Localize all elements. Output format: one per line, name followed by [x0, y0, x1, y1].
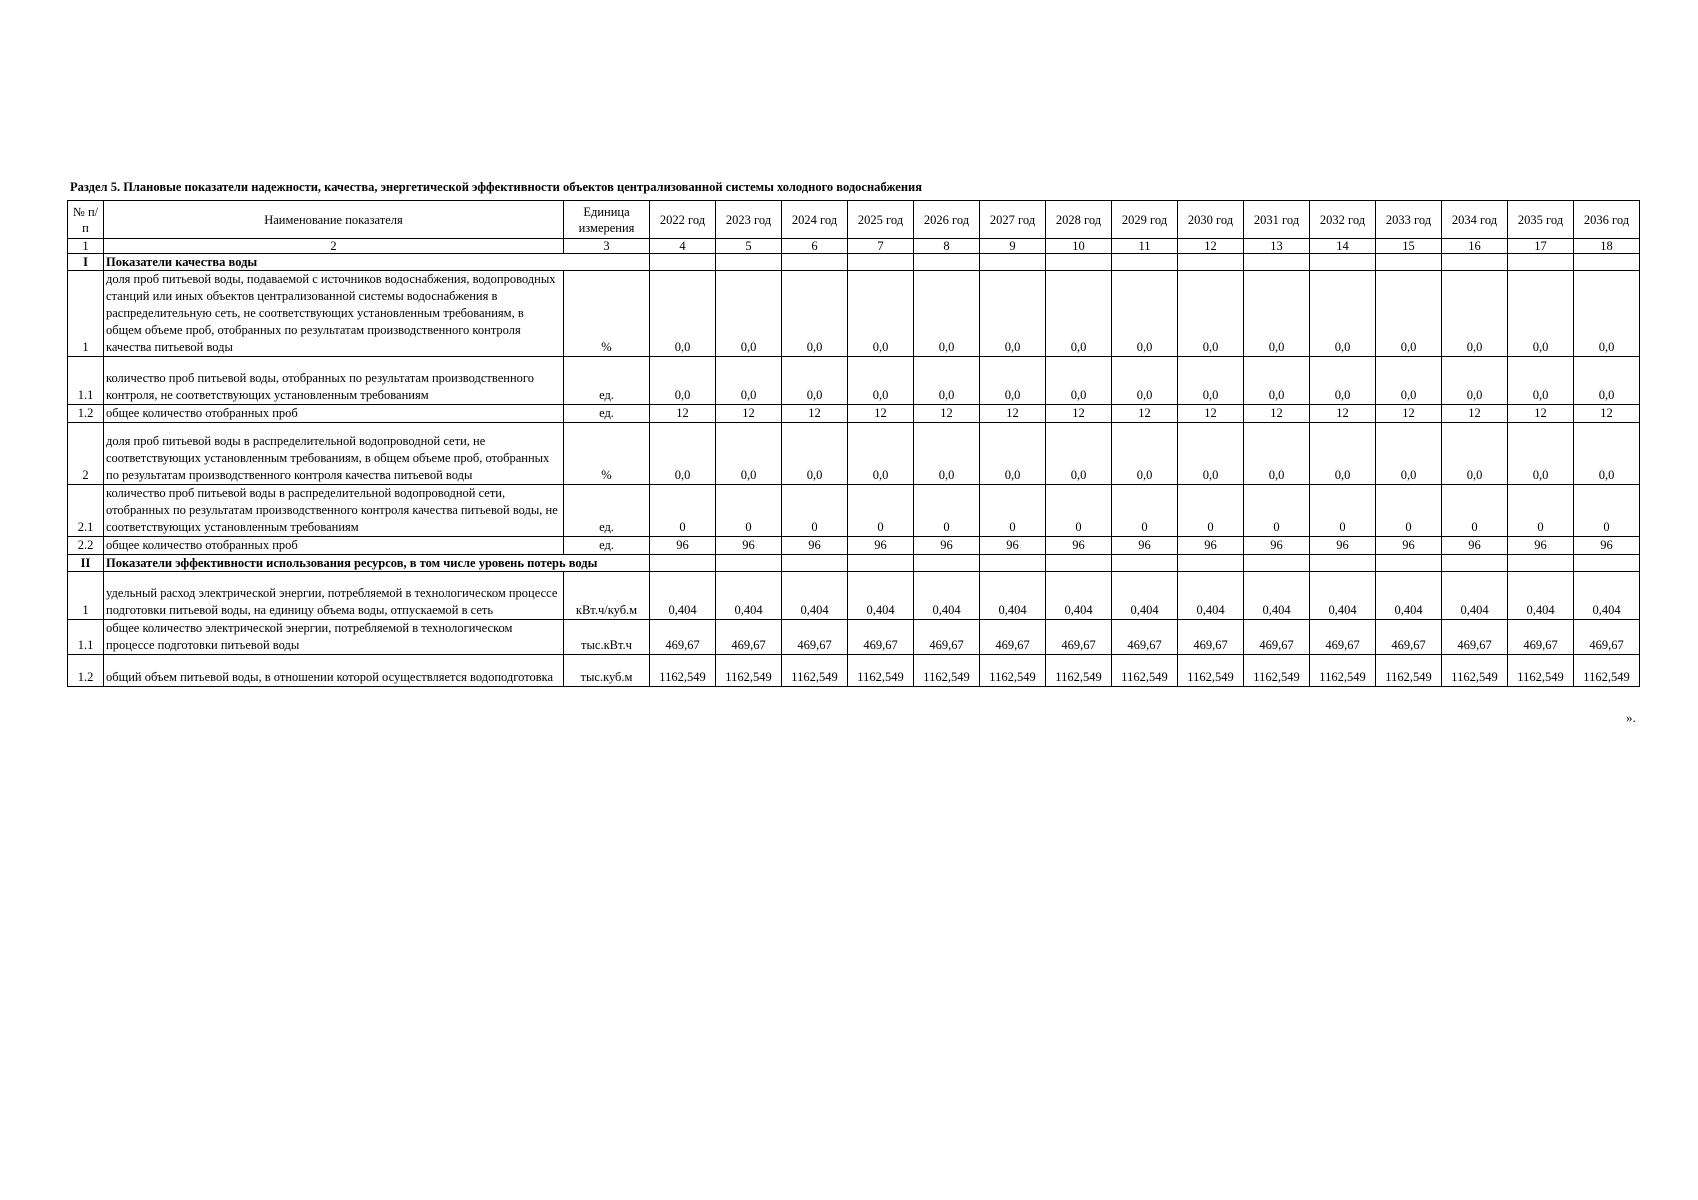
value-cell: 96	[782, 537, 848, 555]
column-number-cell: 12	[1178, 239, 1244, 254]
column-number-cell: 8	[914, 239, 980, 254]
value-cell: 0,0	[1376, 423, 1442, 485]
value-cell: 1162,549	[1574, 655, 1640, 687]
value-cell: 0,404	[914, 572, 980, 620]
value-cell: 96	[1244, 537, 1310, 555]
header-year: 2023 год	[716, 201, 782, 239]
section-empty-cell	[1310, 254, 1376, 271]
table-row	[68, 655, 1640, 687]
section-empty-cell	[1244, 254, 1310, 271]
value-cell: 0,0	[1508, 357, 1574, 405]
value-cell: 0,0	[1046, 423, 1112, 485]
column-number-row	[68, 239, 1640, 254]
value-cell: 0,404	[1310, 572, 1376, 620]
row-name: общее количество отобранных проб	[104, 405, 564, 423]
column-number-cell: 7	[848, 239, 914, 254]
section-empty-cell	[650, 555, 716, 572]
header-unit: Единица измерения	[564, 201, 650, 239]
header-year: 2031 год	[1244, 201, 1310, 239]
value-cell: 1162,549	[1046, 655, 1112, 687]
column-number-cell: 3	[564, 239, 650, 254]
value-cell: 0	[1178, 485, 1244, 537]
section-num: II	[68, 555, 104, 572]
value-cell: 0,0	[1310, 423, 1376, 485]
value-cell: 12	[914, 405, 980, 423]
row-num: 2.2	[68, 537, 104, 555]
value-cell: 1162,549	[1442, 655, 1508, 687]
section-empty-cell	[1046, 555, 1112, 572]
row-name: общее количество электрической энергии, потребляемой в технологическом процессе подготовки питьевой воды	[104, 620, 564, 655]
section-empty-cell	[914, 555, 980, 572]
value-cell: 469,67	[650, 620, 716, 655]
table-row	[68, 423, 1640, 485]
value-cell: 0,0	[1574, 423, 1640, 485]
value-cell: 469,67	[848, 620, 914, 655]
value-cell: 0,0	[716, 423, 782, 485]
column-number-cell: 14	[1310, 239, 1376, 254]
header-year: 2027 год	[980, 201, 1046, 239]
value-cell: 0	[650, 485, 716, 537]
value-cell: 469,67	[782, 620, 848, 655]
header-year: 2032 год	[1310, 201, 1376, 239]
value-cell: 0,0	[1178, 357, 1244, 405]
header-year: 2026 год	[914, 201, 980, 239]
section-empty-cell	[1112, 254, 1178, 271]
header-year: 2029 год	[1112, 201, 1178, 239]
value-cell: 0	[1046, 485, 1112, 537]
value-cell: 469,67	[1442, 620, 1508, 655]
value-cell: 0	[1442, 485, 1508, 537]
section-empty-cell	[1178, 254, 1244, 271]
row-name: количество проб питьевой воды, отобранных по результатам производственного контроля, не соответствующих установленным требованиям	[104, 357, 564, 405]
value-cell: 0	[1310, 485, 1376, 537]
value-cell: 0,404	[650, 572, 716, 620]
value-cell: 1162,549	[782, 655, 848, 687]
value-cell: 469,67	[1046, 620, 1112, 655]
section-row	[68, 254, 1640, 271]
row-num: 1.1	[68, 357, 104, 405]
row-num: 1.2	[68, 405, 104, 423]
value-cell: 0,0	[1574, 271, 1640, 357]
section-empty-cell	[1244, 555, 1310, 572]
value-cell: 0	[914, 485, 980, 537]
row-unit: ед.	[564, 537, 650, 555]
section-title: Показатели эффективности использования ресурсов, в том числе уровень потерь воды	[104, 555, 564, 572]
value-cell: 12	[1178, 405, 1244, 423]
table-row	[68, 485, 1640, 537]
value-cell: 0,0	[1442, 357, 1508, 405]
value-cell: 12	[716, 405, 782, 423]
row-unit: %	[564, 271, 650, 357]
value-cell: 469,67	[1178, 620, 1244, 655]
value-cell: 469,67	[914, 620, 980, 655]
value-cell: 0,0	[716, 271, 782, 357]
section-empty-cell	[1310, 555, 1376, 572]
section-empty-cell	[980, 555, 1046, 572]
section-empty-cell	[1376, 254, 1442, 271]
value-cell: 1162,549	[1376, 655, 1442, 687]
section-num: I	[68, 254, 104, 271]
column-number-cell: 18	[1574, 239, 1640, 254]
value-cell: 0,0	[914, 423, 980, 485]
value-cell: 12	[782, 405, 848, 423]
value-cell: 12	[1046, 405, 1112, 423]
value-cell: 0,0	[1442, 271, 1508, 357]
value-cell: 0,404	[1112, 572, 1178, 620]
column-number-cell: 15	[1376, 239, 1442, 254]
section-empty-cell	[848, 254, 914, 271]
column-number-cell: 2	[104, 239, 564, 254]
row-unit: тыс.куб.м	[564, 655, 650, 687]
value-cell: 0	[782, 485, 848, 537]
row-name: общее количество отобранных проб	[104, 537, 564, 555]
value-cell: 96	[1178, 537, 1244, 555]
value-cell: 469,67	[1244, 620, 1310, 655]
table-row	[68, 271, 1640, 357]
value-cell: 0,404	[1178, 572, 1244, 620]
section-empty-cell	[650, 254, 716, 271]
column-number-cell: 4	[650, 239, 716, 254]
value-cell: 96	[914, 537, 980, 555]
table-row	[68, 537, 1640, 555]
value-cell: 0,0	[914, 357, 980, 405]
section-empty-cell	[716, 555, 782, 572]
table-row	[68, 405, 1640, 423]
value-cell: 96	[716, 537, 782, 555]
row-name: удельный расход электрической энергии, потребляемой в технологическом процессе подготовки питьевой воды, на единицу объема воды, отпускаемой в сеть	[104, 572, 564, 620]
value-cell: 1162,549	[1310, 655, 1376, 687]
row-name: количество проб питьевой воды в распределительной водопроводной сети, отобранных по результатам производственного контроля качества питьевой воды, не соответствующих установленным требованиям	[104, 485, 564, 537]
table-row	[68, 357, 1640, 405]
value-cell: 12	[650, 405, 716, 423]
column-number-cell: 16	[1442, 239, 1508, 254]
value-cell: 1162,549	[1112, 655, 1178, 687]
section-empty-cell	[1442, 254, 1508, 271]
value-cell: 12	[1442, 405, 1508, 423]
value-cell: 0,0	[1046, 357, 1112, 405]
section-empty-cell	[1442, 555, 1508, 572]
header-year: 2025 год	[848, 201, 914, 239]
value-cell: 12	[1376, 405, 1442, 423]
header-year: 2028 год	[1046, 201, 1112, 239]
row-unit: ед.	[564, 357, 650, 405]
table-header-row	[68, 201, 1640, 239]
section-empty-cell	[782, 254, 848, 271]
section-empty-cell	[1376, 555, 1442, 572]
row-num: 1.1	[68, 620, 104, 655]
value-cell: 0,0	[848, 357, 914, 405]
value-cell: 0,0	[650, 271, 716, 357]
value-cell: 0,0	[1244, 423, 1310, 485]
value-cell: 0	[716, 485, 782, 537]
column-number-cell: 10	[1046, 239, 1112, 254]
section-empty-cell	[782, 555, 848, 572]
column-number-cell: 17	[1508, 239, 1574, 254]
value-cell: 0,0	[1244, 271, 1310, 357]
value-cell: 0,0	[1376, 357, 1442, 405]
value-cell: 0,404	[1046, 572, 1112, 620]
section-empty-cell	[1508, 555, 1574, 572]
header-year: 2035 год	[1508, 201, 1574, 239]
row-unit: ед.	[564, 405, 650, 423]
header-name: Наименование показателя	[104, 201, 564, 239]
value-cell: 0,0	[1178, 271, 1244, 357]
section-empty-cell	[848, 555, 914, 572]
value-cell: 0	[980, 485, 1046, 537]
row-name: общий объем питьевой воды, в отношении которой осуществляется водоподготовка	[104, 655, 564, 687]
value-cell: 12	[1574, 405, 1640, 423]
value-cell: 0,0	[1376, 271, 1442, 357]
section-empty-cell	[1112, 555, 1178, 572]
value-cell: 0,0	[1574, 357, 1640, 405]
value-cell: 0	[1376, 485, 1442, 537]
header-year: 2022 год	[650, 201, 716, 239]
row-unit: ед.	[564, 485, 650, 537]
header-year: 2033 год	[1376, 201, 1442, 239]
section-empty-cell	[914, 254, 980, 271]
row-unit: кВт.ч/куб.м	[564, 572, 650, 620]
value-cell: 0,404	[848, 572, 914, 620]
section-empty-cell	[716, 254, 782, 271]
row-num: 2.1	[68, 485, 104, 537]
value-cell: 469,67	[1112, 620, 1178, 655]
value-cell: 0,0	[848, 271, 914, 357]
value-cell: 96	[1508, 537, 1574, 555]
table-row	[68, 572, 1640, 620]
value-cell: 1162,549	[914, 655, 980, 687]
value-cell: 0,0	[1244, 357, 1310, 405]
column-number-cell: 5	[716, 239, 782, 254]
section-row	[68, 555, 1640, 572]
value-cell: 1162,549	[1508, 655, 1574, 687]
column-number-cell: 1	[68, 239, 104, 254]
value-cell: 96	[1310, 537, 1376, 555]
column-number-cell: 11	[1112, 239, 1178, 254]
value-cell: 0,0	[848, 423, 914, 485]
value-cell: 96	[1442, 537, 1508, 555]
value-cell: 0,0	[782, 271, 848, 357]
value-cell: 96	[1574, 537, 1640, 555]
section-empty-cell	[1508, 254, 1574, 271]
value-cell: 12	[848, 405, 914, 423]
value-cell: 1162,549	[716, 655, 782, 687]
page-title: Раздел 5. Плановые показатели надежности, качества, энергетической эффективности объектов централизованной системы холодного водоснабжения	[70, 180, 922, 194]
value-cell: 0,0	[1310, 357, 1376, 405]
row-unit: тыс.кВт.ч	[564, 620, 650, 655]
value-cell: 0,0	[782, 423, 848, 485]
column-number-cell: 13	[1244, 239, 1310, 254]
value-cell: 0,0	[1508, 423, 1574, 485]
row-name: доля проб питьевой воды, подаваемой с источников водоснабжения, водопроводных станций или иных объектов централизованной системы водоснабжения в распределительную сеть, не соответствующих установленным требованиям, в общем объеме проб, отобранных по результатам производственного контроля качества питьевой воды	[104, 271, 564, 357]
value-cell: 0	[1574, 485, 1640, 537]
header-num: № п/п	[68, 201, 104, 239]
section-empty-cell	[564, 254, 650, 271]
row-name: доля проб питьевой воды в распределительной водопроводной сети, не соответствующих установленным требованиям, в общем объеме проб, отобранных по результатам производственного контроля качества питьевой воды	[104, 423, 564, 485]
value-cell: 0	[1508, 485, 1574, 537]
header-year: 2030 год	[1178, 201, 1244, 239]
value-cell: 0,404	[782, 572, 848, 620]
value-cell: 0,0	[1508, 271, 1574, 357]
value-cell: 469,67	[1376, 620, 1442, 655]
value-cell: 0,0	[1112, 271, 1178, 357]
column-number-cell: 9	[980, 239, 1046, 254]
value-cell: 12	[980, 405, 1046, 423]
section-empty-cell	[1574, 254, 1640, 271]
column-number-cell: 6	[782, 239, 848, 254]
value-cell: 1162,549	[980, 655, 1046, 687]
header-year: 2034 год	[1442, 201, 1508, 239]
value-cell: 0,0	[716, 357, 782, 405]
section-title: Показатели качества воды	[104, 254, 564, 271]
value-cell: 0,0	[1112, 423, 1178, 485]
value-cell: 0,0	[650, 423, 716, 485]
value-cell: 0,0	[980, 423, 1046, 485]
row-num: 2	[68, 423, 104, 485]
row-num: 1.2	[68, 655, 104, 687]
value-cell: 0,0	[980, 271, 1046, 357]
value-cell: 0,0	[980, 357, 1046, 405]
value-cell: 96	[650, 537, 716, 555]
section-empty-cell	[1574, 555, 1640, 572]
value-cell: 0,404	[1442, 572, 1508, 620]
value-cell: 0,0	[1178, 423, 1244, 485]
value-cell: 0,0	[1310, 271, 1376, 357]
value-cell: 0,404	[1508, 572, 1574, 620]
value-cell: 469,67	[716, 620, 782, 655]
value-cell: 96	[848, 537, 914, 555]
value-cell: 0,0	[1046, 271, 1112, 357]
header-year: 2036 год	[1574, 201, 1640, 239]
table-row	[68, 620, 1640, 655]
value-cell: 1162,549	[1178, 655, 1244, 687]
value-cell: 0,0	[1442, 423, 1508, 485]
section-empty-cell	[1178, 555, 1244, 572]
value-cell: 0,404	[1574, 572, 1640, 620]
value-cell: 96	[980, 537, 1046, 555]
value-cell: 0,404	[1376, 572, 1442, 620]
header-year: 2024 год	[782, 201, 848, 239]
value-cell: 0	[1112, 485, 1178, 537]
value-cell: 469,67	[1508, 620, 1574, 655]
value-cell: 0	[1244, 485, 1310, 537]
value-cell: 96	[1376, 537, 1442, 555]
value-cell: 12	[1310, 405, 1376, 423]
value-cell: 96	[1112, 537, 1178, 555]
closing-mark: ».	[1626, 710, 1636, 725]
value-cell: 12	[1112, 405, 1178, 423]
value-cell: 0,0	[914, 271, 980, 357]
value-cell: 0,0	[782, 357, 848, 405]
value-cell: 1162,549	[650, 655, 716, 687]
value-cell: 12	[1508, 405, 1574, 423]
value-cell: 469,67	[980, 620, 1046, 655]
value-cell: 0	[848, 485, 914, 537]
value-cell: 0,0	[1112, 357, 1178, 405]
value-cell: 0,404	[980, 572, 1046, 620]
value-cell: 1162,549	[848, 655, 914, 687]
value-cell: 469,67	[1310, 620, 1376, 655]
value-cell: 0,0	[650, 357, 716, 405]
value-cell: 1162,549	[1244, 655, 1310, 687]
value-cell: 12	[1244, 405, 1310, 423]
value-cell: 0,404	[1244, 572, 1310, 620]
value-cell: 96	[1046, 537, 1112, 555]
row-unit: %	[564, 423, 650, 485]
indicators-table	[67, 200, 1640, 687]
value-cell: 0,404	[716, 572, 782, 620]
value-cell: 469,67	[1574, 620, 1640, 655]
section-empty-cell	[980, 254, 1046, 271]
row-num: 1	[68, 572, 104, 620]
row-num: 1	[68, 271, 104, 357]
section-empty-cell	[1046, 254, 1112, 271]
